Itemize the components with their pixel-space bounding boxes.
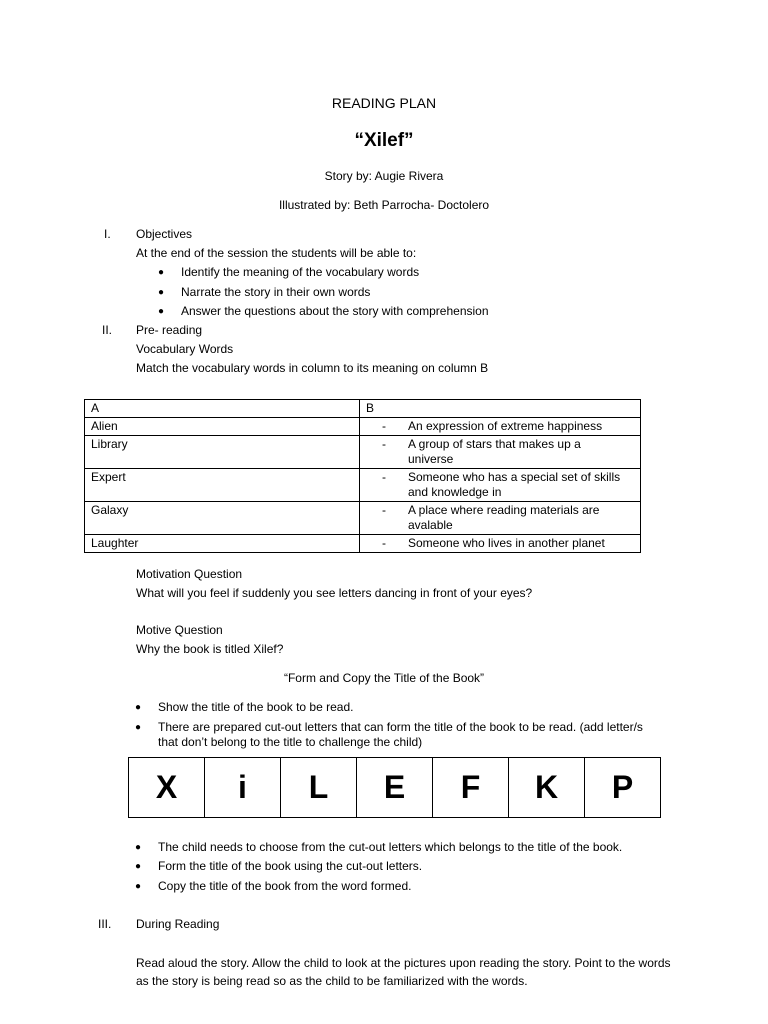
motivation-heading: Motivation Question: [136, 567, 243, 581]
letter-tile: K: [509, 758, 585, 817]
motive-question: Why the book is titled Xilef?: [136, 642, 284, 656]
vocabulary-table: [84, 399, 641, 553]
bullet-icon: ●: [135, 722, 142, 733]
activity-title: “Form and Copy the Title of the Book”: [283, 671, 485, 685]
vocab-word: Galaxy: [85, 502, 360, 535]
objectives-intro: At the end of the session the students will be able to:: [136, 246, 417, 260]
bullet-icon: ●: [135, 861, 142, 872]
illustrated-by: Illustrated by: Beth Parrocha- Doctolero: [278, 198, 490, 212]
section-numeral-2: II.: [102, 323, 113, 337]
table-row: [85, 469, 641, 502]
vocab-meaning: An expression of extreme happiness: [408, 419, 603, 433]
plan-title: READING PLAN: [331, 95, 437, 111]
letter-tile: E: [357, 758, 433, 817]
vocabulary-subheading: Vocabulary Words: [136, 342, 234, 356]
vocab-word: Alien: [85, 418, 360, 436]
column-b-header: B: [360, 400, 641, 418]
section-numeral-1: I.: [104, 227, 111, 241]
bullet-icon: ●: [158, 287, 165, 298]
table-row: [85, 502, 641, 535]
dash-mark: -: [382, 419, 386, 433]
dash-mark: -: [382, 503, 386, 517]
bullet-icon: ●: [158, 267, 165, 278]
motivation-question: What will you feel if suddenly you see letters dancing in front of your eyes?: [136, 586, 533, 600]
dash-mark: -: [382, 470, 386, 484]
vocab-meaning-cell: [360, 418, 641, 436]
table-row: [85, 535, 641, 553]
letter-tile: P: [611, 769, 634, 805]
section-heading-during-reading: During Reading: [136, 917, 220, 931]
table-row: [85, 418, 641, 436]
section-numeral-3: III.: [98, 917, 112, 931]
vocab-meaning: Someone who has a special set of skills and knowledge in: [408, 470, 621, 499]
letter-tile: L: [281, 758, 357, 817]
book-title: “Xilef”: [354, 130, 414, 151]
column-a-header: A: [85, 400, 360, 418]
bullet-icon: ●: [135, 702, 142, 713]
vocab-meaning: A group of stars that makes up a universe: [408, 437, 581, 466]
objective-item: Answer the questions about the story with comprehension: [181, 304, 489, 318]
cut-out-letters-row: [128, 757, 661, 818]
objective-item: Narrate the story in their own words: [181, 285, 371, 299]
vocab-meaning-cell: [360, 469, 641, 502]
activity-step: Form the title of the book using the cut-out letters.: [158, 859, 423, 873]
vocab-meaning-cell: [360, 436, 641, 469]
bullet-icon: ●: [158, 306, 165, 317]
activity-step: Show the title of the book to be read.: [158, 700, 354, 714]
vocab-word: Laughter: [85, 535, 360, 553]
vocab-word: Library: [85, 436, 360, 469]
letter-tile: i: [205, 758, 281, 817]
vocab-word: Expert: [85, 469, 360, 502]
dash-mark: -: [382, 437, 386, 451]
bullet-icon: ●: [135, 881, 142, 892]
dash-mark: -: [382, 536, 386, 550]
objective-item: Identify the meaning of the vocabulary words: [181, 265, 420, 279]
vocab-meaning-cell: [360, 502, 641, 535]
letter-tile: X: [129, 758, 205, 817]
vocabulary-instruction: Match the vocabulary words in column to its meaning on column B: [136, 361, 489, 375]
bullet-icon: ●: [135, 842, 142, 853]
section-heading-objectives: Objectives: [136, 227, 193, 241]
activity-step: Copy the title of the book from the word formed.: [158, 879, 412, 893]
during-reading-paragraph: Read aloud the story. Allow the child to look at the pictures upon reading the story. Point to the words as the story is being read so as the child to be familiarized with the words.: [136, 956, 671, 988]
vocab-meaning: A place where reading materials are avalable: [408, 503, 600, 532]
table-header-row: [85, 400, 641, 418]
section-heading-pre-reading: Pre- reading: [136, 323, 203, 337]
letter-tile: F: [433, 758, 509, 817]
story-by: Story by: Augie Rivera: [324, 169, 444, 183]
motive-heading: Motive Question: [136, 623, 223, 637]
vocab-meaning-cell: [360, 535, 641, 553]
vocab-meaning: Someone who lives in another planet: [408, 536, 605, 550]
activity-step: The child needs to choose from the cut-out letters which belongs to the title of the book.: [158, 840, 623, 854]
table-row: [85, 436, 641, 469]
activity-step: There are prepared cut-out letters that can form the title of the book to be read. (add letter/s that don’t belong to the title to challenge the child): [158, 720, 643, 749]
